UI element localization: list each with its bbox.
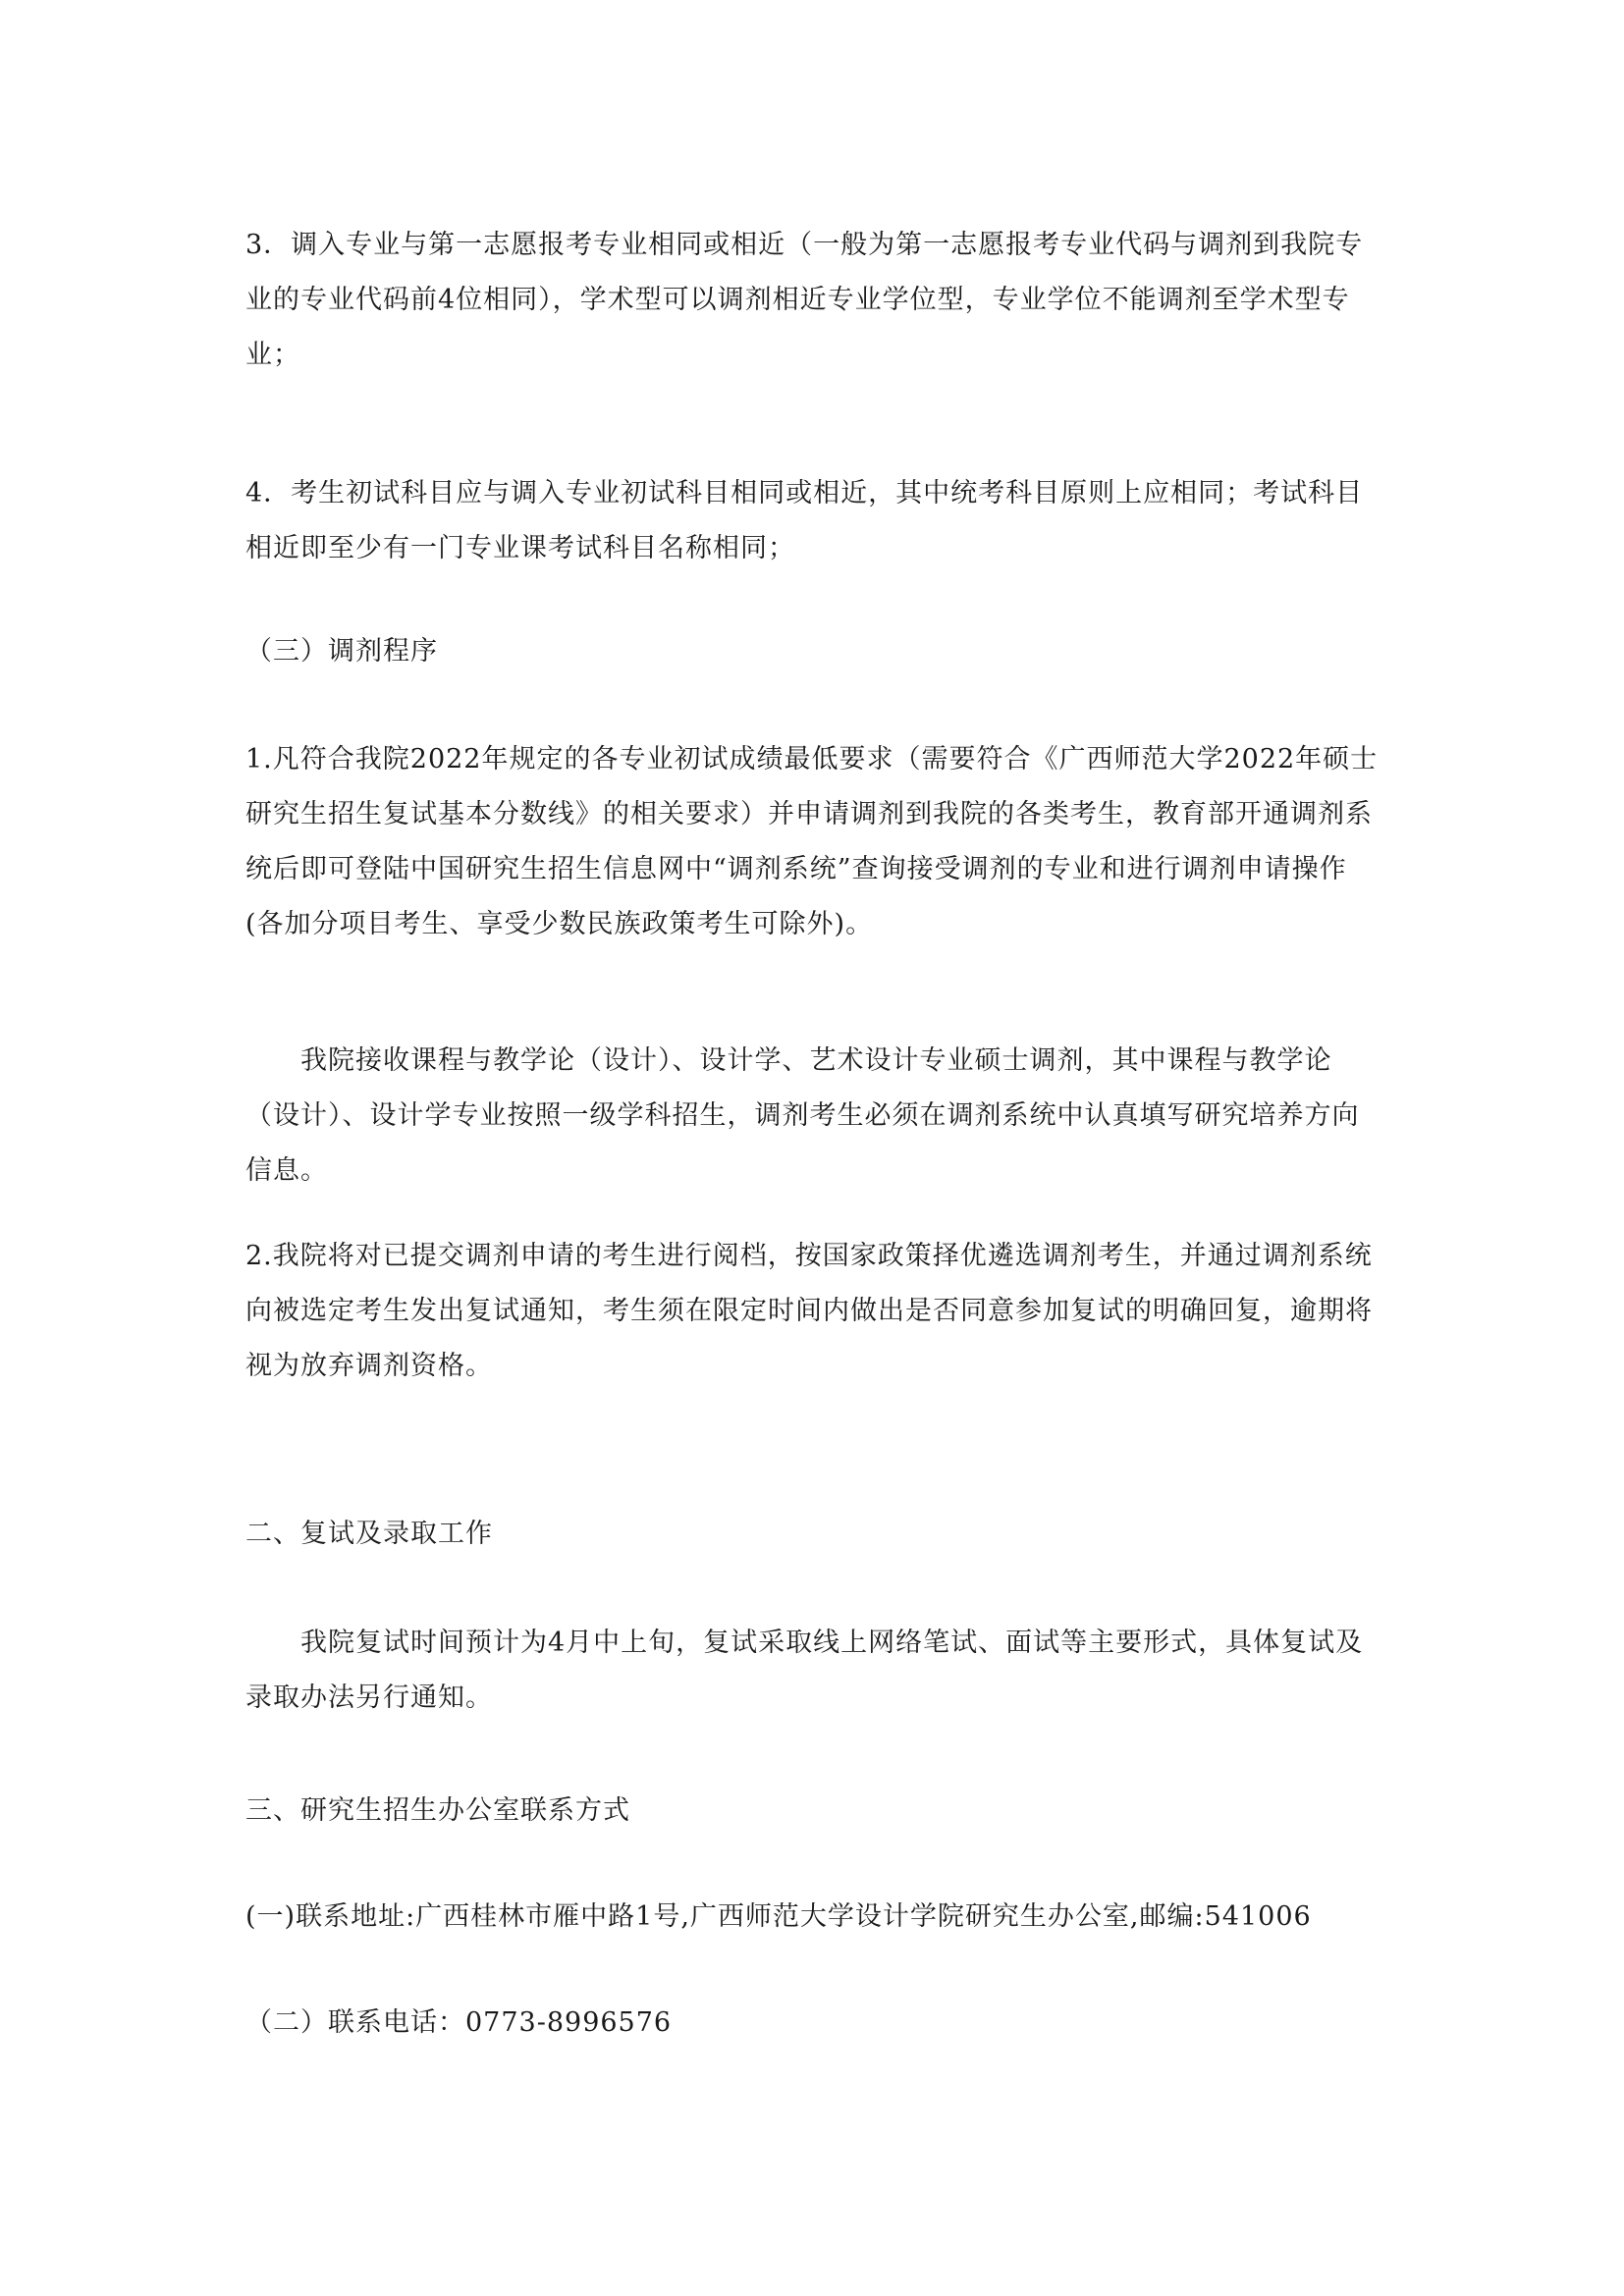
paragraph-procedure-step-2: 2.我院将对已提交调剂申请的考生进行阅档，按国家政策择优遴选调剂考生，并通过调剂系统向被选定考生发出复试通知，考生须在限定时间内做出是否同意参加复试的明确回复，逾期将视为放弃调剂资格。 [245, 1241, 1373, 1381]
paragraph-procedure-step-1: 1.凡符合我院2022年规定的各专业初试成绩最低要求（需要符合《广西师范大学2022年硕士研究生招生复试基本分数线》的相关要求）并申请调剂到我院的各类考生，教育部开通调剂系统后即可登陆中国研究生招生信息网中“调剂系统”查询接受调剂的专业和进行调剂申请操作(各加分项目考生、享受少数民族政策考生可除外)。 [245, 744, 1379, 939]
contact-address: (一)联系地址:广西桂林市雁中路1号,广西师范大学设计学院研究生办公室,邮编:541006 [245, 1901, 1312, 1932]
paragraph-exam-subject-rule: 4．考生初试科目应与调入专业初试科目相同或相近，其中统考科目原则上应相同；考试科目相近即至少有一门专业课考试科目名称相同； [245, 478, 1364, 563]
section-heading-retest-admission: 二、复试及录取工作 [245, 1519, 493, 1549]
paragraph-retest-schedule: 我院复试时间预计为4月中上旬，复试采取线上网络笔试、面试等主要形式，具体复试及录取办法另行通知。 [245, 1628, 1364, 1713]
contact-phone: （二）联系电话：0773-8996576 [245, 2007, 673, 2038]
section-heading-transfer-procedure: （三）调剂程序 [245, 636, 438, 667]
section-heading-contact: 三、研究生招生办公室联系方式 [245, 1795, 630, 1826]
paragraph-transfer-major-rule: 3．调入专业与第一志愿报考专业相同或相近（一般为第一志愿报考专业代码与调剂到我院专业的专业代码前4位相同），学术型可以调剂相近专业学位型，专业学位不能调剂至学术型专业； [245, 230, 1364, 370]
paragraph-accepted-majors: 我院接收课程与教学论（设计）、设计学、艺术设计专业硕士调剂，其中课程与教学论（设计）、设计学专业按照一级学科招生，调剂考生必须在调剂系统中认真填写研究培养方向信息。 [245, 1045, 1360, 1186]
